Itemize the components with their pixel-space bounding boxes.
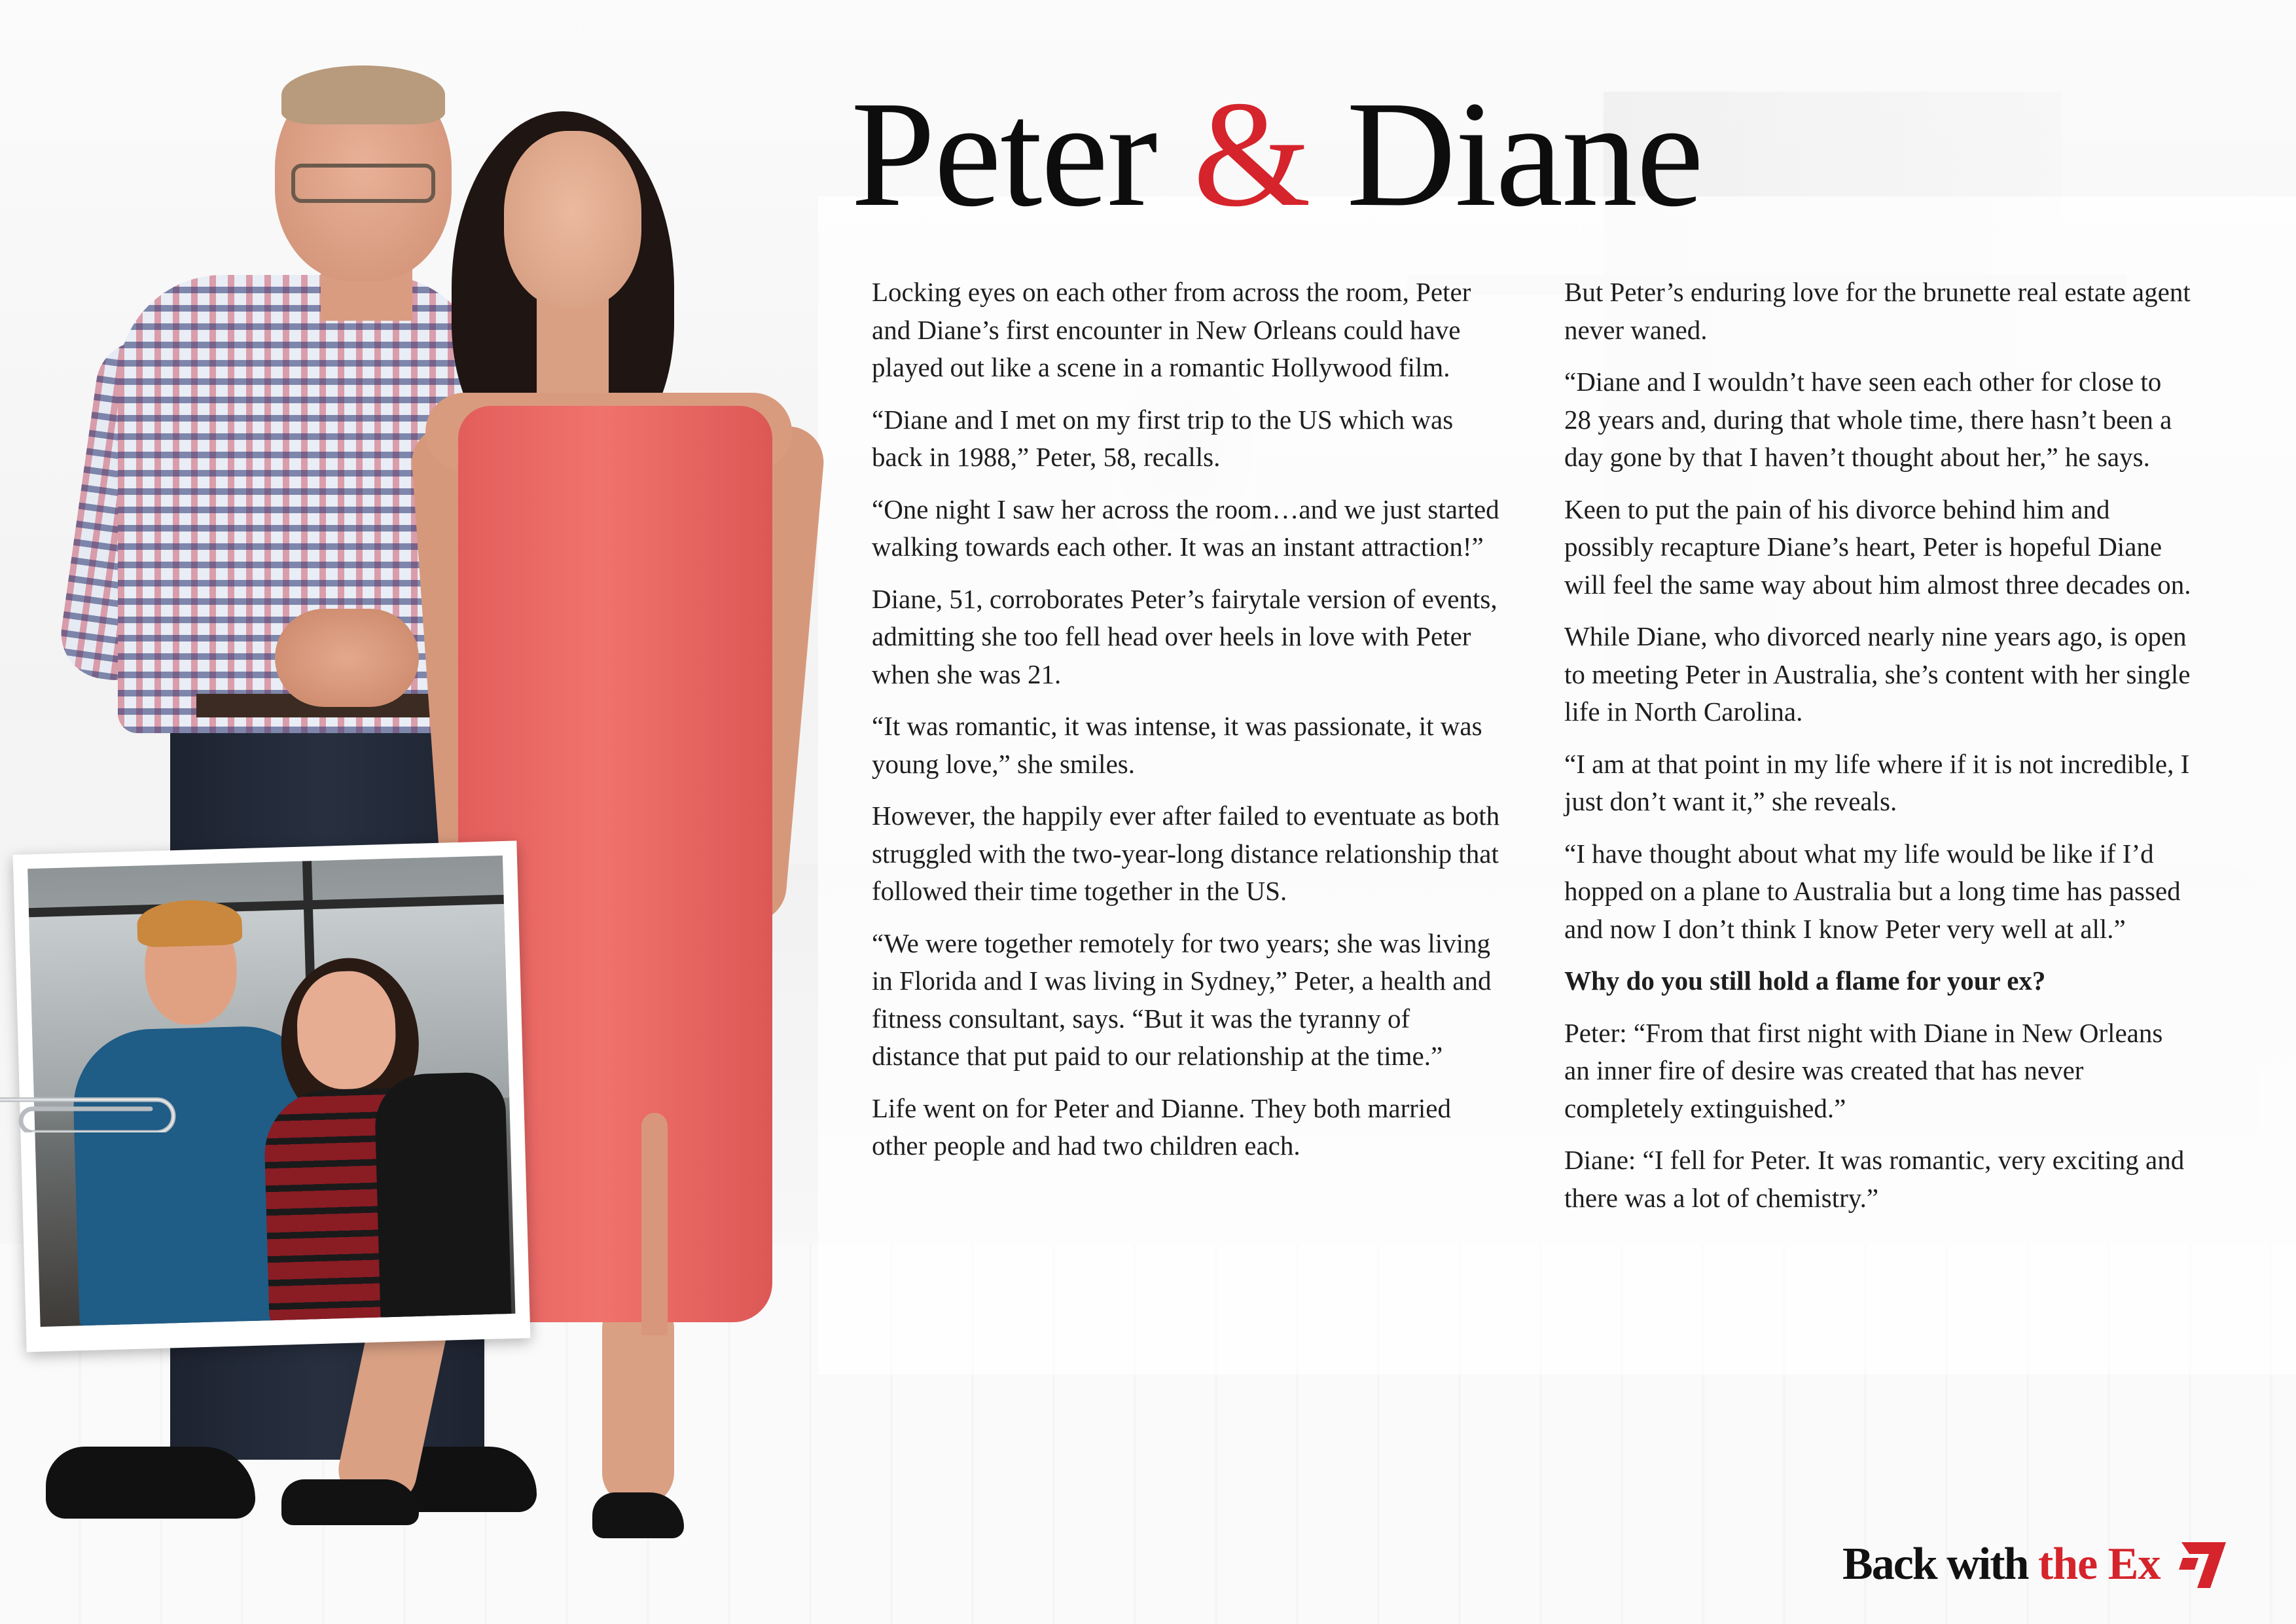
- paragraph: “Diane and I wouldn’t have seen each other for close to 28 years and, during that whole time, there hasn’t been a day gone by that I haven’t thought about her,” he says.: [1564, 367, 2172, 472]
- interview-question: Why do you still hold a flame for your ex?: [1564, 965, 2046, 996]
- diane-neck: [537, 295, 609, 399]
- peter-glasses: [291, 164, 435, 203]
- paragraph: Keen to put the pain of his divorce behind him and possibly recapture Diane’s heart, Peter is hopeful Diane will feel the same way about him almost three decades on.: [1564, 494, 2191, 600]
- paragraph: However, the happily ever after failed to eventuate as both struggled with the two-year-long distance relationship that followed their time together in the US.: [872, 801, 1500, 906]
- article-column-right: [1564, 274, 2193, 1231]
- diane-answer: Diane: “I fell for Peter. It was romantic, very exciting and there was a lot of chemistry.”: [1564, 1145, 2185, 1213]
- paragraph: “I have thought about what my life would be like if I’d hopped on a plane to Australia but a long time has passed and now I don’t think I know Peter very well at all.”: [1564, 838, 2181, 944]
- paragraph: Locking eyes on each other from across the room, Peter and Diane’s first encounter in New Orleans could have played out like a scene in a romantic Hollywood film.: [872, 277, 1471, 382]
- diane-dress-slit: [641, 1113, 668, 1335]
- title-name-peter: Peter: [851, 70, 1157, 238]
- article-column-left: [872, 274, 1500, 1180]
- diane-face: [504, 131, 641, 308]
- paragraph: “One night I saw her across the room…and we just started walking towards each other. It was an instant attraction!”: [872, 494, 1499, 562]
- paragraph: But Peter’s enduring love for the brunette real estate agent never waned.: [1564, 277, 2191, 345]
- peter-shoe-left: [46, 1447, 255, 1519]
- paragraph: “Diane and I met on my first trip to the US which was back in 1988,” Peter, 58, recalls.: [872, 404, 1454, 472]
- peter-clasped-hands: [275, 609, 419, 707]
- paragraph: While Diane, who divorced nearly nine years ago, is open to meeting Peter in Australia, she’s content with her single life in North Carolina.: [1564, 621, 2191, 727]
- diane-sandal-right: [592, 1492, 684, 1538]
- title-ampersand: &: [1193, 70, 1310, 238]
- paragraph: “We were together remotely for two years; she was living in Florida and I was living in Sydney,” Peter, a health and fitness consultant, says. “But it was the tyranny of distance that put paid to our relationship at the time.”: [872, 928, 1492, 1071]
- channel-seven-logo-icon: [2176, 1538, 2229, 1591]
- logo-text-the-ex: the Ex: [2037, 1539, 2161, 1589]
- title-name-diane: Diane: [1346, 70, 1703, 238]
- page-title: [851, 70, 1703, 238]
- peter-answer: Peter: “From that first night with Diane in New Orleans an inner fire of desire was created that has never completely extinguished.”: [1564, 1017, 2163, 1123]
- young-diane-face: [296, 970, 397, 1091]
- paragraph: Life went on for Peter and Dianne. They both married other people and had two children each.: [872, 1092, 1452, 1161]
- logo-text-back-with: Back with: [1842, 1539, 2038, 1589]
- diane-sandal-left: [281, 1479, 419, 1525]
- young-diane-jacket: [374, 1072, 512, 1324]
- show-logo: [1842, 1535, 2160, 1594]
- paragraph: “It was romantic, it was intense, it was passionate, it was young love,” she smiles.: [872, 711, 1482, 779]
- paragraph: Diane, 51, corroborates Peter’s fairytale version of events, admitting she too fell head over heels in love with Peter when she was 21.: [872, 583, 1498, 689]
- paragraph: “I am at that point in my life where if it is not incredible, I just don’t want it,” she reveals.: [1564, 748, 2190, 816]
- paperclip-icon: [0, 1074, 190, 1132]
- peter-hair: [281, 65, 445, 124]
